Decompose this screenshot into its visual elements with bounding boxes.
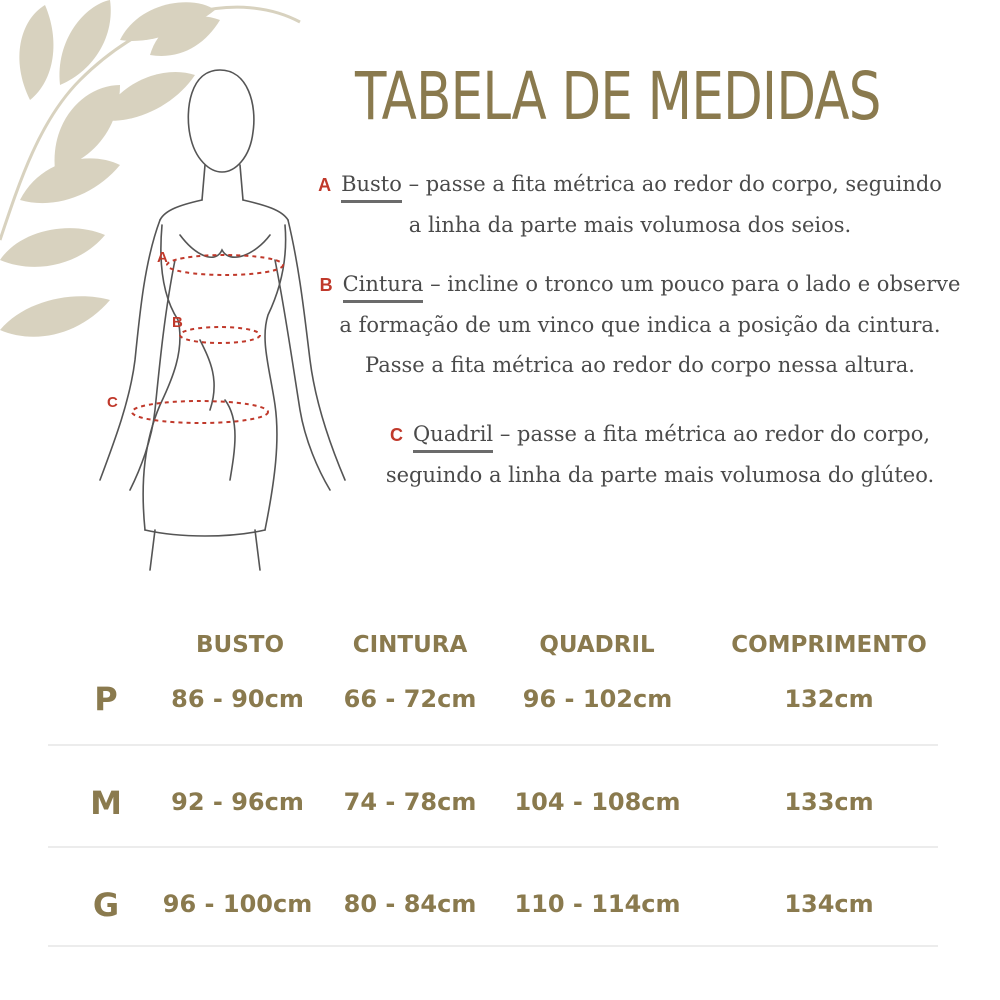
neck <box>202 165 243 200</box>
size-m: M <box>90 784 122 822</box>
instruction-waist-line1: – incline o tronco um pouco para o lado e observe <box>423 272 961 296</box>
shoulders <box>160 200 288 220</box>
header-comprimento: COMPRIMENTO <box>731 632 927 658</box>
waist-measure-line <box>180 327 260 343</box>
instruction-hip <box>340 414 980 495</box>
term-bust: Busto <box>341 172 402 203</box>
marker-c: C <box>107 394 118 411</box>
table-cell: 66 - 72cm <box>343 685 477 713</box>
term-waist: Cintura <box>343 272 424 303</box>
letter-c: C <box>389 425 403 445</box>
term-hip: Quadril <box>413 422 493 453</box>
instruction-hip-line1: – passe a fita métrica ao redor do corpo, <box>493 422 931 446</box>
table-cell: 133cm <box>784 788 874 816</box>
table-cell: 104 - 108cm <box>514 788 681 816</box>
table-cell: 92 - 96cm <box>171 788 304 816</box>
letter-a: A <box>318 175 332 195</box>
head <box>188 70 254 172</box>
table-cell: 74 - 78cm <box>343 788 477 816</box>
hip-measure-line <box>132 401 268 423</box>
table-cell: 110 - 114cm <box>514 890 681 918</box>
instruction-bust <box>300 164 960 245</box>
table-cell: 96 - 100cm <box>162 890 313 918</box>
instruction-bust-line2: a linha da parte mais volumosa dos seios. <box>408 213 852 237</box>
dress-fold <box>200 340 235 480</box>
letter-b: B <box>319 275 333 295</box>
size-g: G <box>92 886 120 924</box>
instruction-waist-line2: a formação de um vinco que indica a posição da cintura. <box>339 313 941 337</box>
table-cell: 134cm <box>784 890 874 918</box>
bust-measure-line <box>167 255 283 275</box>
row-divider <box>48 744 938 746</box>
header-busto: BUSTO <box>195 632 284 658</box>
size-p: P <box>94 680 118 718</box>
table-cell: 80 - 84cm <box>343 890 477 918</box>
marker-a: A <box>157 249 168 266</box>
instruction-hip-line2: seguindo a linha da parte mais volumosa do glúteo. <box>385 463 935 487</box>
page-title: TABELA DE MEDIDAS <box>355 58 881 135</box>
table-cell: 96 - 102cm <box>522 685 673 713</box>
torso-left <box>143 225 180 530</box>
row-divider <box>48 846 938 848</box>
header-cintura: CINTURA <box>352 632 468 658</box>
skirt-hem <box>145 530 265 536</box>
header-quadril: QUADRIL <box>539 632 655 658</box>
marker-b: B <box>172 314 183 331</box>
instruction-waist <box>310 264 970 385</box>
table-cell: 86 - 90cm <box>171 685 304 713</box>
table-cell: 132cm <box>784 685 874 713</box>
row-divider <box>48 945 938 947</box>
bust <box>180 235 270 257</box>
instruction-waist-line3: Passe a fita métrica ao redor do corpo nessa altura. <box>365 353 915 377</box>
instruction-bust-line1: – passe a fita métrica ao redor do corpo, seguindo <box>401 172 942 196</box>
